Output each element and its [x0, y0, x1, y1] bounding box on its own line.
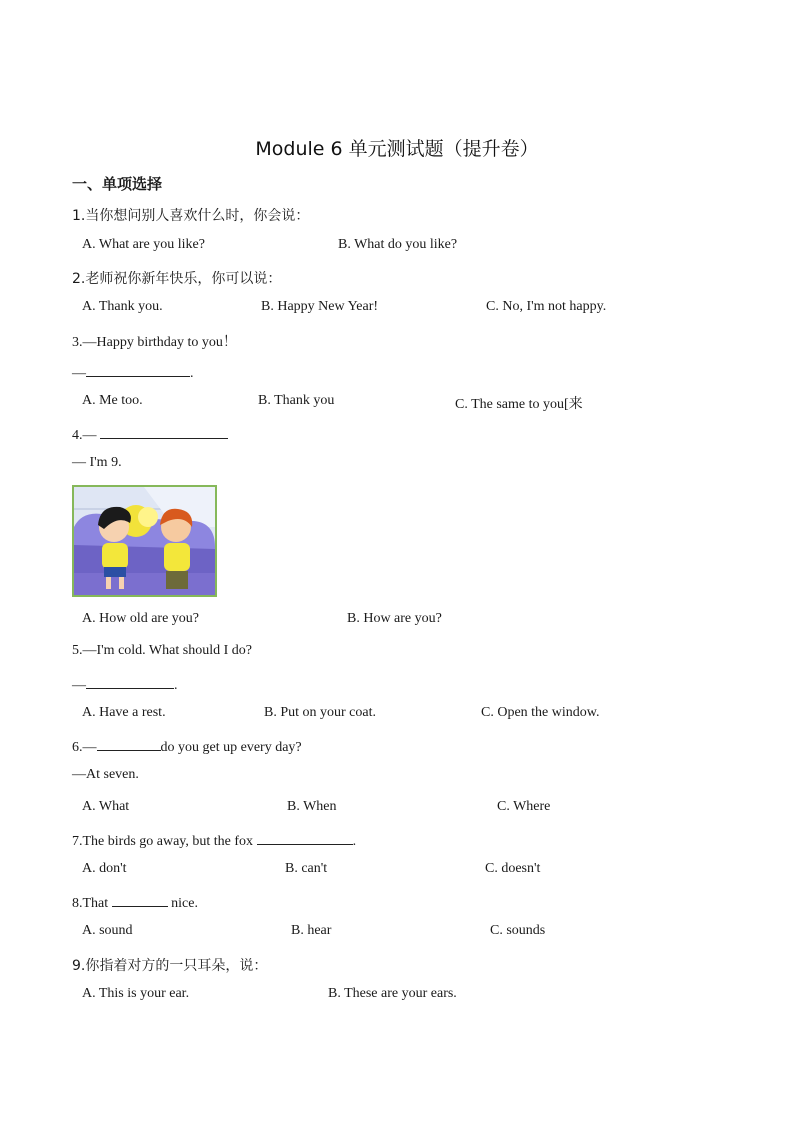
- two-boys-image: [74, 487, 215, 595]
- answer-blank: [97, 736, 161, 751]
- question-1-option-b: B. What do you like?: [338, 237, 458, 252]
- question-2-option-b: B. Happy New Year!: [261, 299, 379, 314]
- question-3-stem: 3.—Happy birthday to you！: [72, 335, 237, 350]
- stem-prefix: 7.The birds go away, but the fox: [72, 834, 257, 849]
- question-7-option-a: A. don't: [82, 861, 127, 876]
- question-8-option-c: C. sounds: [490, 923, 546, 938]
- question-6-option-a: A. What: [82, 799, 130, 814]
- stem-suffix: do you get up every day?: [160, 740, 302, 755]
- question-8-option-a: A. sound: [82, 923, 133, 938]
- stem-prefix: 4.—: [72, 428, 100, 443]
- question-4-option-b: B. How are you?: [347, 611, 442, 626]
- question-3-option-c: C. The same to you[来: [455, 397, 583, 412]
- question-2-stem: 2.老师祝你新年快乐，你可以说：: [72, 271, 282, 287]
- question-5-option-c: C. Open the window.: [481, 705, 600, 720]
- stem-suffix: .: [352, 834, 357, 849]
- question-7-stem: [72, 830, 356, 850]
- answer-blank: [100, 424, 228, 439]
- stem-prefix: 8.That: [72, 896, 112, 911]
- question-8-option-b: B. hear: [291, 923, 332, 938]
- question-9-stem: 9.你指着对方的一只耳朵，说：: [72, 958, 268, 974]
- question-6-option-c: C. Where: [497, 799, 551, 814]
- question-6-stem: [72, 736, 302, 756]
- question-4-stem: [72, 424, 228, 444]
- question-3-reply: [72, 362, 194, 382]
- question-6-option-b: B. When: [287, 799, 337, 814]
- question-2-option-a: A. Thank you.: [82, 299, 163, 314]
- stem-prefix: 6.—: [72, 740, 97, 755]
- answer-blank: [257, 830, 353, 845]
- question-8-stem: [72, 892, 198, 912]
- question-2-option-c: C. No, I'm not happy.: [486, 299, 607, 314]
- question-4-option-a: A. How old are you?: [82, 611, 200, 626]
- answer-blank: [112, 892, 168, 907]
- reply-period: .: [190, 366, 194, 381]
- question-3-option-b: B. Thank you: [258, 393, 335, 408]
- question-5-option-a: A. Have a rest.: [82, 705, 166, 720]
- question-7-option-b: B. can't: [285, 861, 328, 876]
- answer-blank: [86, 362, 190, 377]
- question-5-stem: 5.—I'm cold. What should I do?: [72, 643, 252, 658]
- question-6-reply: —At seven.: [72, 767, 139, 782]
- stem-suffix: nice.: [167, 896, 198, 911]
- reply-dash: —: [72, 366, 86, 381]
- page-title: Module 6 单元测试题（提升卷）: [255, 138, 539, 160]
- section-heading: 一、单项选择: [72, 175, 163, 193]
- question-5-option-b: B. Put on your coat.: [264, 705, 376, 720]
- cartoon-illustration: [72, 485, 217, 597]
- question-3-option-a: A. Me too.: [82, 393, 143, 408]
- question-5-reply: [72, 674, 178, 694]
- question-9-option-a: A. This is your ear.: [82, 986, 190, 1001]
- question-4-reply: — I'm 9.: [72, 455, 122, 470]
- question-1-stem: 1.当你想问别人喜欢什么时，你会说：: [72, 208, 310, 224]
- reply-period: .: [174, 678, 178, 693]
- answer-blank: [86, 674, 174, 689]
- reply-dash: —: [72, 678, 86, 693]
- question-7-option-c: C. doesn't: [485, 861, 541, 876]
- question-1-option-a: A. What are you like?: [82, 237, 205, 252]
- question-9-option-b: B. These are your ears.: [328, 986, 457, 1001]
